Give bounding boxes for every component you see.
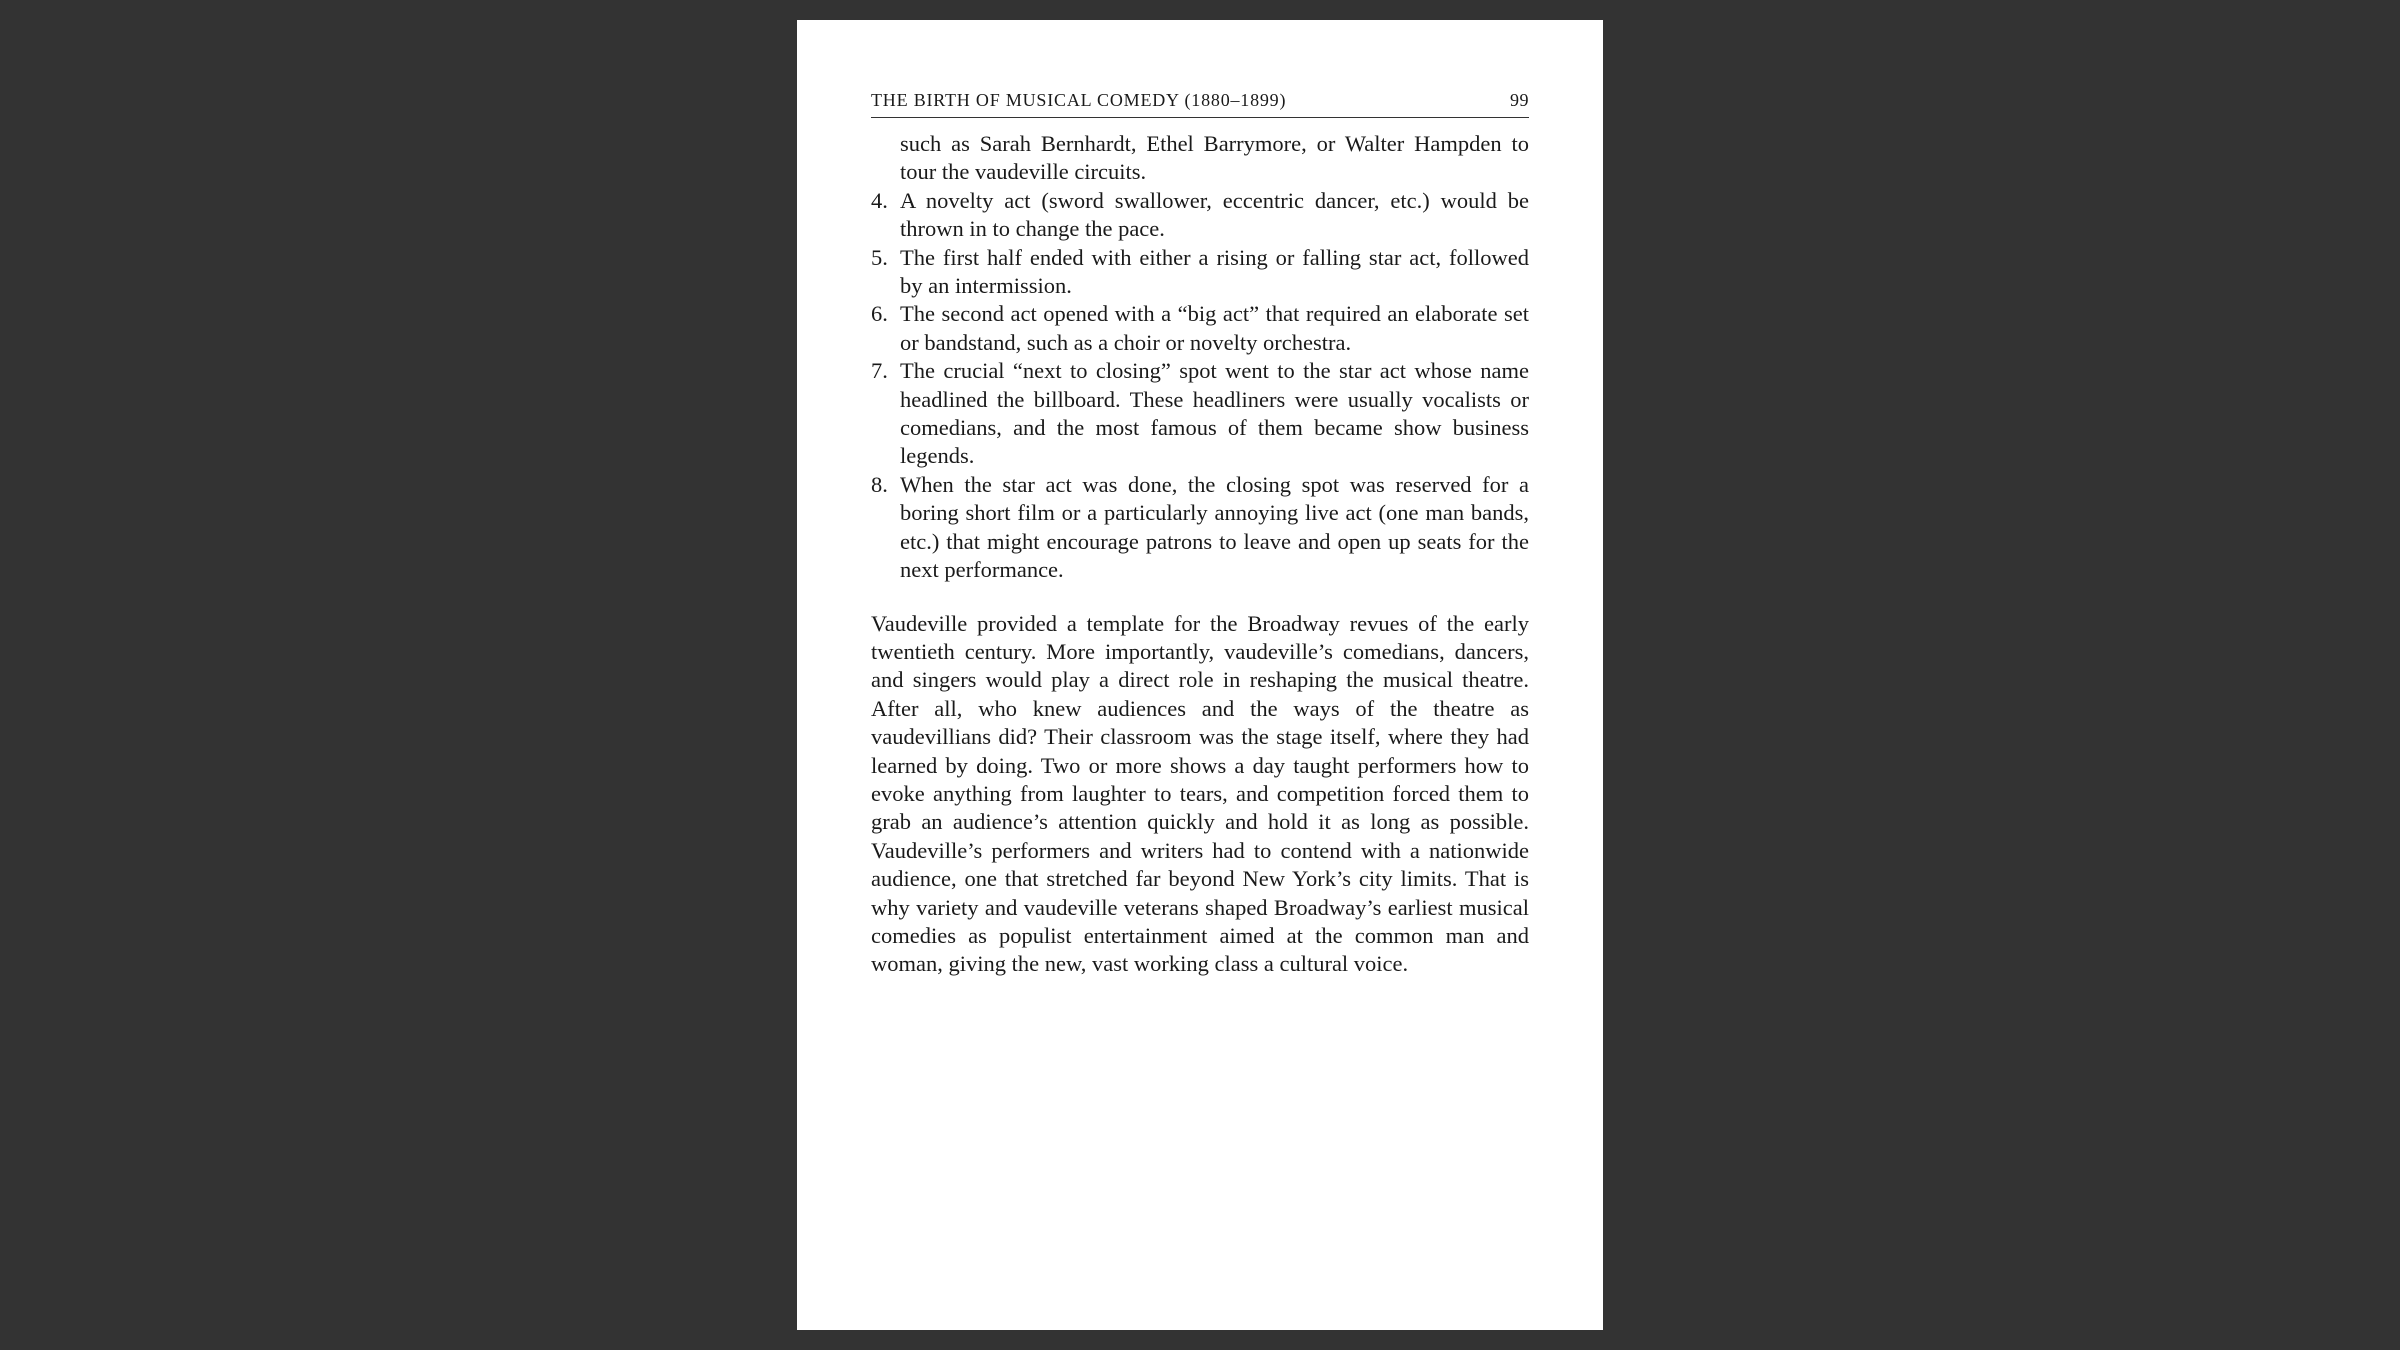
list-item xyxy=(871,357,1529,471)
book-page xyxy=(797,20,1603,1330)
running-head xyxy=(871,90,1529,118)
chapter-title: THE BIRTH OF MUSICAL COMEDY (1880–1899) xyxy=(871,90,1287,110)
list-item-number: 8. xyxy=(871,471,888,497)
list-item-text: The first half ended with either a rising or falling star act, followed by an intermission. xyxy=(900,244,1529,299)
list-item-number: 7. xyxy=(871,358,888,384)
list-item xyxy=(871,471,1529,585)
list-item-text: such as Sarah Bernhardt, Ethel Barrymore, or Walter Hampden to tour the vaudeville circuits. xyxy=(900,131,1529,185)
numbered-list xyxy=(871,130,1529,585)
list-item-number: 6. xyxy=(871,301,888,327)
list-item-number: 4. xyxy=(871,187,888,213)
page-number: 99 xyxy=(1510,90,1529,110)
body-paragraph: Vaudeville provided a template for the Broadway revues of the early twentieth century. More importantly, vaudeville’s comedians, dancers, and singers would play a direct role in reshaping the musical theatre. After all, who knew audiences and the ways of the theatre as vaudevillians did? Their classroom was the stage itself, where they had learned by doing. Two or more shows a day taught performers how to evoke anything from laughter to tears, and competition forced them to grab an audience’s attention quickly and hold it as long as possible. Vaudeville’s performers and writers had to contend with a nationwide audience, one that stretched far beyond New York’s city limits. That is why variety and vaudeville veterans shaped Broadway’s earliest musical comedies as populist entertainment aimed at the common man and woman, giving the new, vast working class a cultural voice. xyxy=(871,610,1529,977)
list-item-number: 5. xyxy=(871,244,888,270)
list-item xyxy=(871,244,1529,301)
list-item-text: The crucial “next to closing” spot went to the star act whose name headlined the billboard. These headliners were usually vocalists or comedians, and the most famous of them became show business legends. xyxy=(900,358,1529,469)
list-item-text: The second act opened with a “big act” that required an elaborate set or bandstand, such as a choir or novelty orchestra. xyxy=(900,301,1529,355)
list-item-text: A novelty act (sword swallower, eccentric dancer, etc.) would be thrown in to change the pace. xyxy=(900,187,1529,242)
list-item xyxy=(871,187,1529,244)
list-item-text: When the star act was done, the closing spot was reserved for a boring short film or a particularly annoying live act (one man bands, etc.) that might encourage patrons to leave and open up seats for the next performance. xyxy=(900,471,1529,583)
list-item-continuation xyxy=(871,130,1529,187)
list-item xyxy=(871,300,1529,357)
